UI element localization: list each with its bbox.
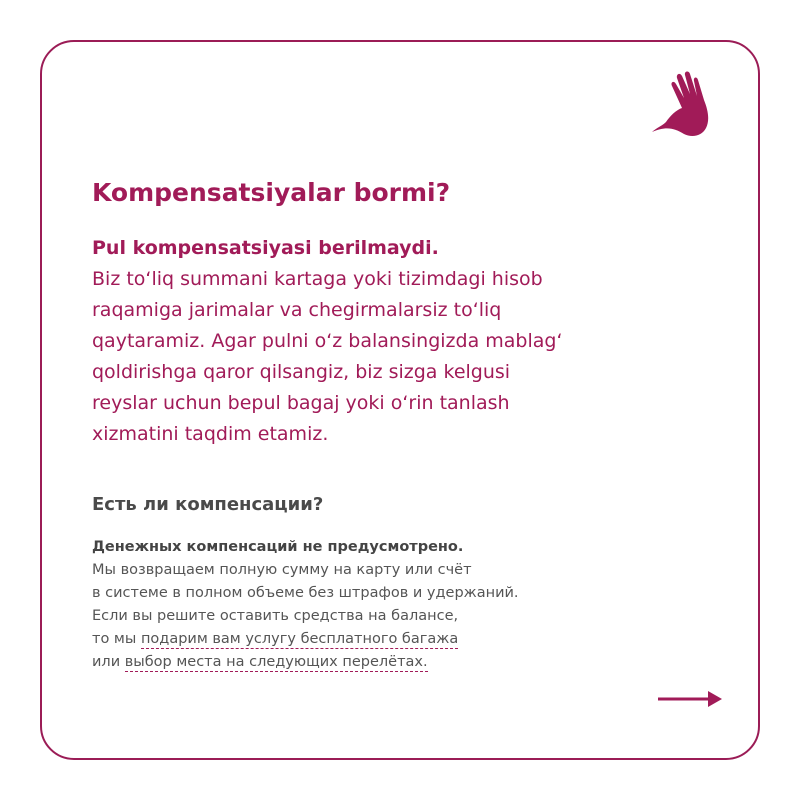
- arrow-right-icon[interactable]: [656, 688, 724, 710]
- ru-line: Если вы решите оставить средства на балансе,: [92, 608, 459, 624]
- ru-line: [92, 628, 519, 651]
- ru-lead: Денежных компенсаций не предусмотрено.: [92, 539, 464, 555]
- ru-underlined-phrase: подарим вам услугу бесплатного багажа: [140, 631, 459, 647]
- uz-line: raqamiga jarimalar va chegirmalarsiz toʻliq: [92, 299, 502, 321]
- ru-heading: Есть ли компенсации?: [92, 494, 324, 515]
- uz-paragraph: [92, 233, 562, 450]
- uz-heading: Kompensatsiyalar bormi?: [92, 178, 451, 207]
- ru-line-prefix: или: [92, 654, 125, 670]
- ru-line: в системе в полном объеме без штрафов и удержаний.: [92, 585, 519, 601]
- uz-line: qoldirishga qaror qilsangiz, biz sizga kelgusi: [92, 361, 511, 383]
- uz-lead: Pul kompensatsiyasi berilmaydi.: [92, 237, 439, 259]
- ru-line: Мы возвращаем полную сумму на карту или счёт: [92, 562, 472, 578]
- hand-dove-logo-icon: [648, 70, 712, 140]
- uz-line: Biz toʻliq summani kartaga yoki tizimdagi hisob: [92, 268, 543, 290]
- ru-underlined-phrase: выбор места на следующих перелётах.: [124, 654, 428, 670]
- uz-line: reyslar uchun bepul bagaj yoki oʻrin tanlash: [92, 392, 510, 414]
- ru-line: [92, 651, 519, 674]
- ru-line-prefix: то мы: [92, 631, 141, 647]
- ru-paragraph: [92, 536, 519, 674]
- uz-line: qaytaramiz. Agar pulni oʻz balansingizda mablagʻ: [92, 330, 563, 352]
- uz-line: xizmatini taqdim etamiz.: [92, 423, 329, 445]
